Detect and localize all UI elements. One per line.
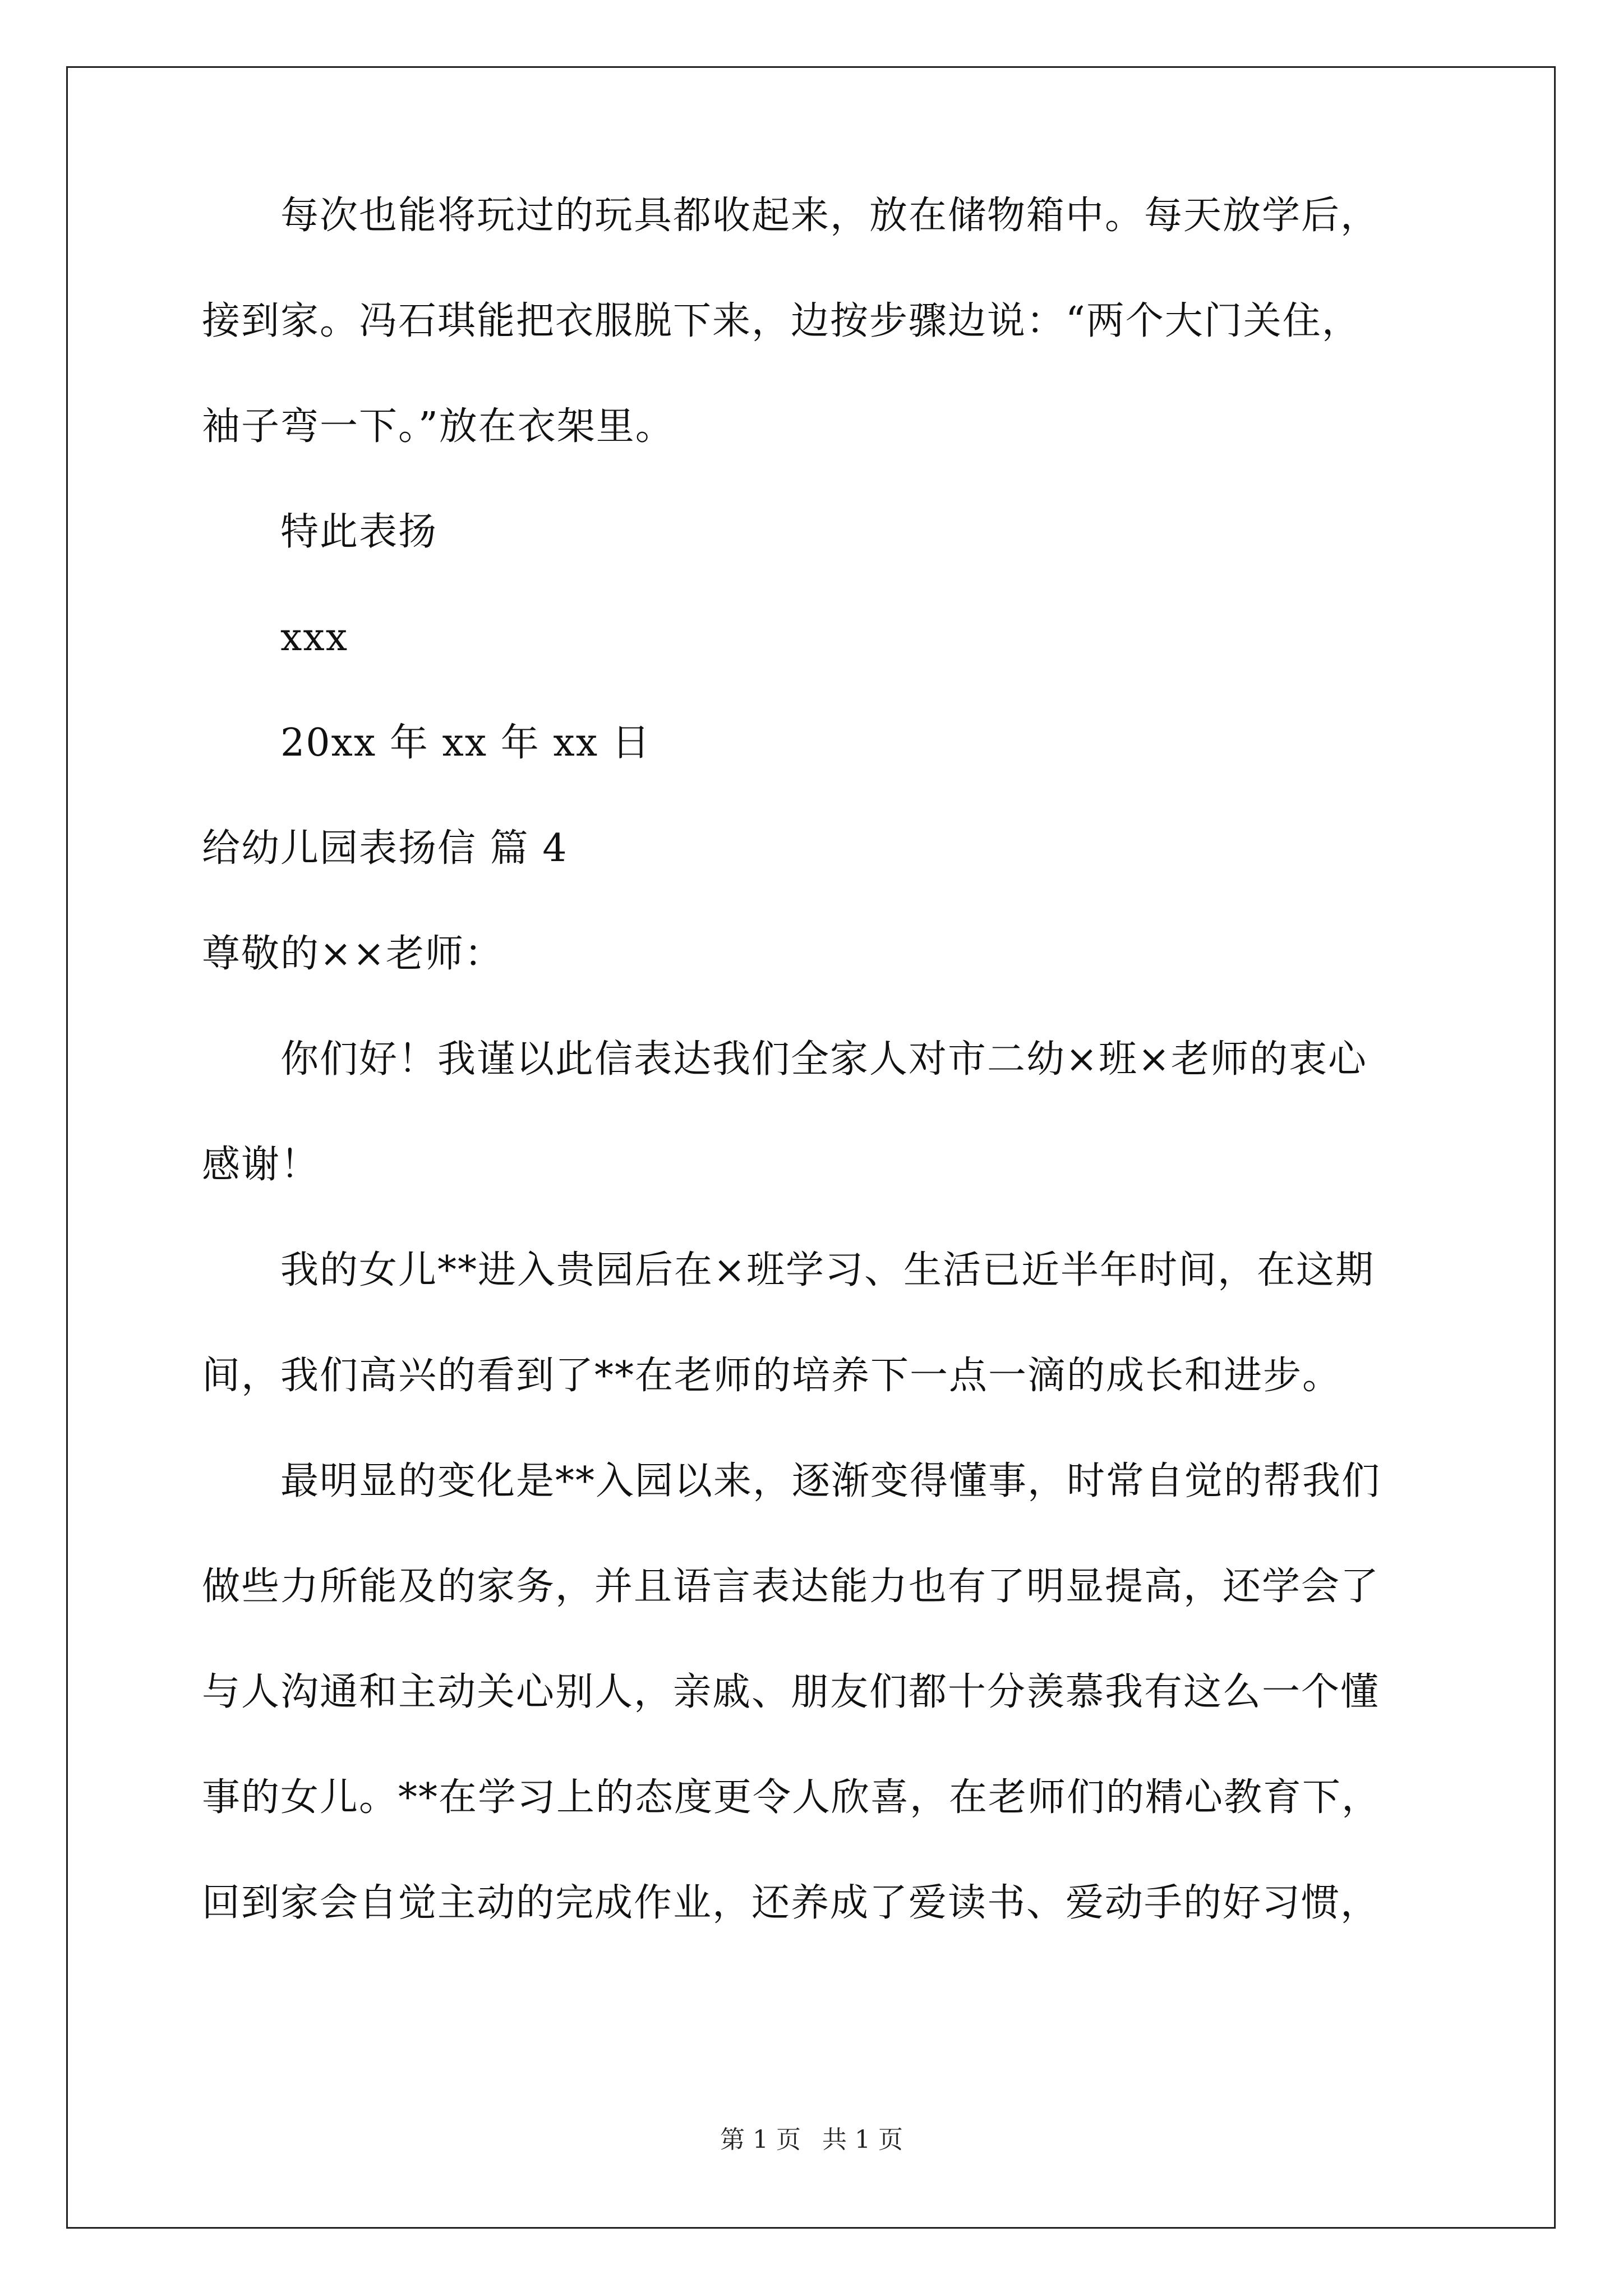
text-line: 我的女儿**进入贵园后在×班学习、生活已近半年时间，在这期 bbox=[280, 1248, 1375, 1292]
document-body bbox=[202, 188, 1436, 1931]
text-line: 接到家。冯石琪能把衣服脱下来，边按步骤边说：“两个大门关住， bbox=[202, 299, 1361, 343]
text-line: 你们好！我谨以此信表达我们全家人对市二幼×班×老师的衷心 bbox=[280, 1037, 1367, 1082]
text-line: 感谢！ bbox=[202, 1143, 320, 1187]
page-footer bbox=[0, 2123, 1623, 2157]
page-total: 共 1 页 bbox=[822, 2125, 903, 2154]
text-line: 做些力所能及的家务，并且语言表达能力也有了明显提高，还学会了 bbox=[202, 1565, 1380, 1609]
text-line: 最明显的变化是**入园以来，逐渐变得懂事，时常自觉的帮我们 bbox=[280, 1459, 1381, 1503]
text-line: 与人沟通和主动关心别人，亲戚、朋友们都十分羡慕我有这么一个懂 bbox=[202, 1670, 1380, 1714]
text-line: 回到家会自觉主动的完成作业，还养成了爱读书、爱动手的好习惯， bbox=[202, 1881, 1380, 1925]
text-line: 每次也能将玩过的玩具都收起来，放在储物箱中。每天放学后， bbox=[280, 194, 1380, 238]
salutation: 尊敬的××老师： bbox=[202, 932, 504, 976]
signature: xxx bbox=[280, 615, 349, 660]
text-line: 事的女儿。**在学习上的态度更令人欣喜，在老师们的精心教育下， bbox=[202, 1775, 1381, 1820]
section-heading: 给幼儿园表扬信 篇 4 bbox=[202, 826, 568, 871]
date-line: 20xx 年 xx 年 xx 日 bbox=[280, 721, 651, 765]
text-line: 间，我们高兴的看到了**在老师的培养下一点一滴的成长和进步。 bbox=[202, 1354, 1342, 1398]
text-line: 袖子弯一下。”放在衣架里。 bbox=[202, 404, 675, 449]
closing-phrase: 特此表扬 bbox=[280, 510, 438, 554]
page-number: 第 1 页 bbox=[720, 2125, 801, 2154]
